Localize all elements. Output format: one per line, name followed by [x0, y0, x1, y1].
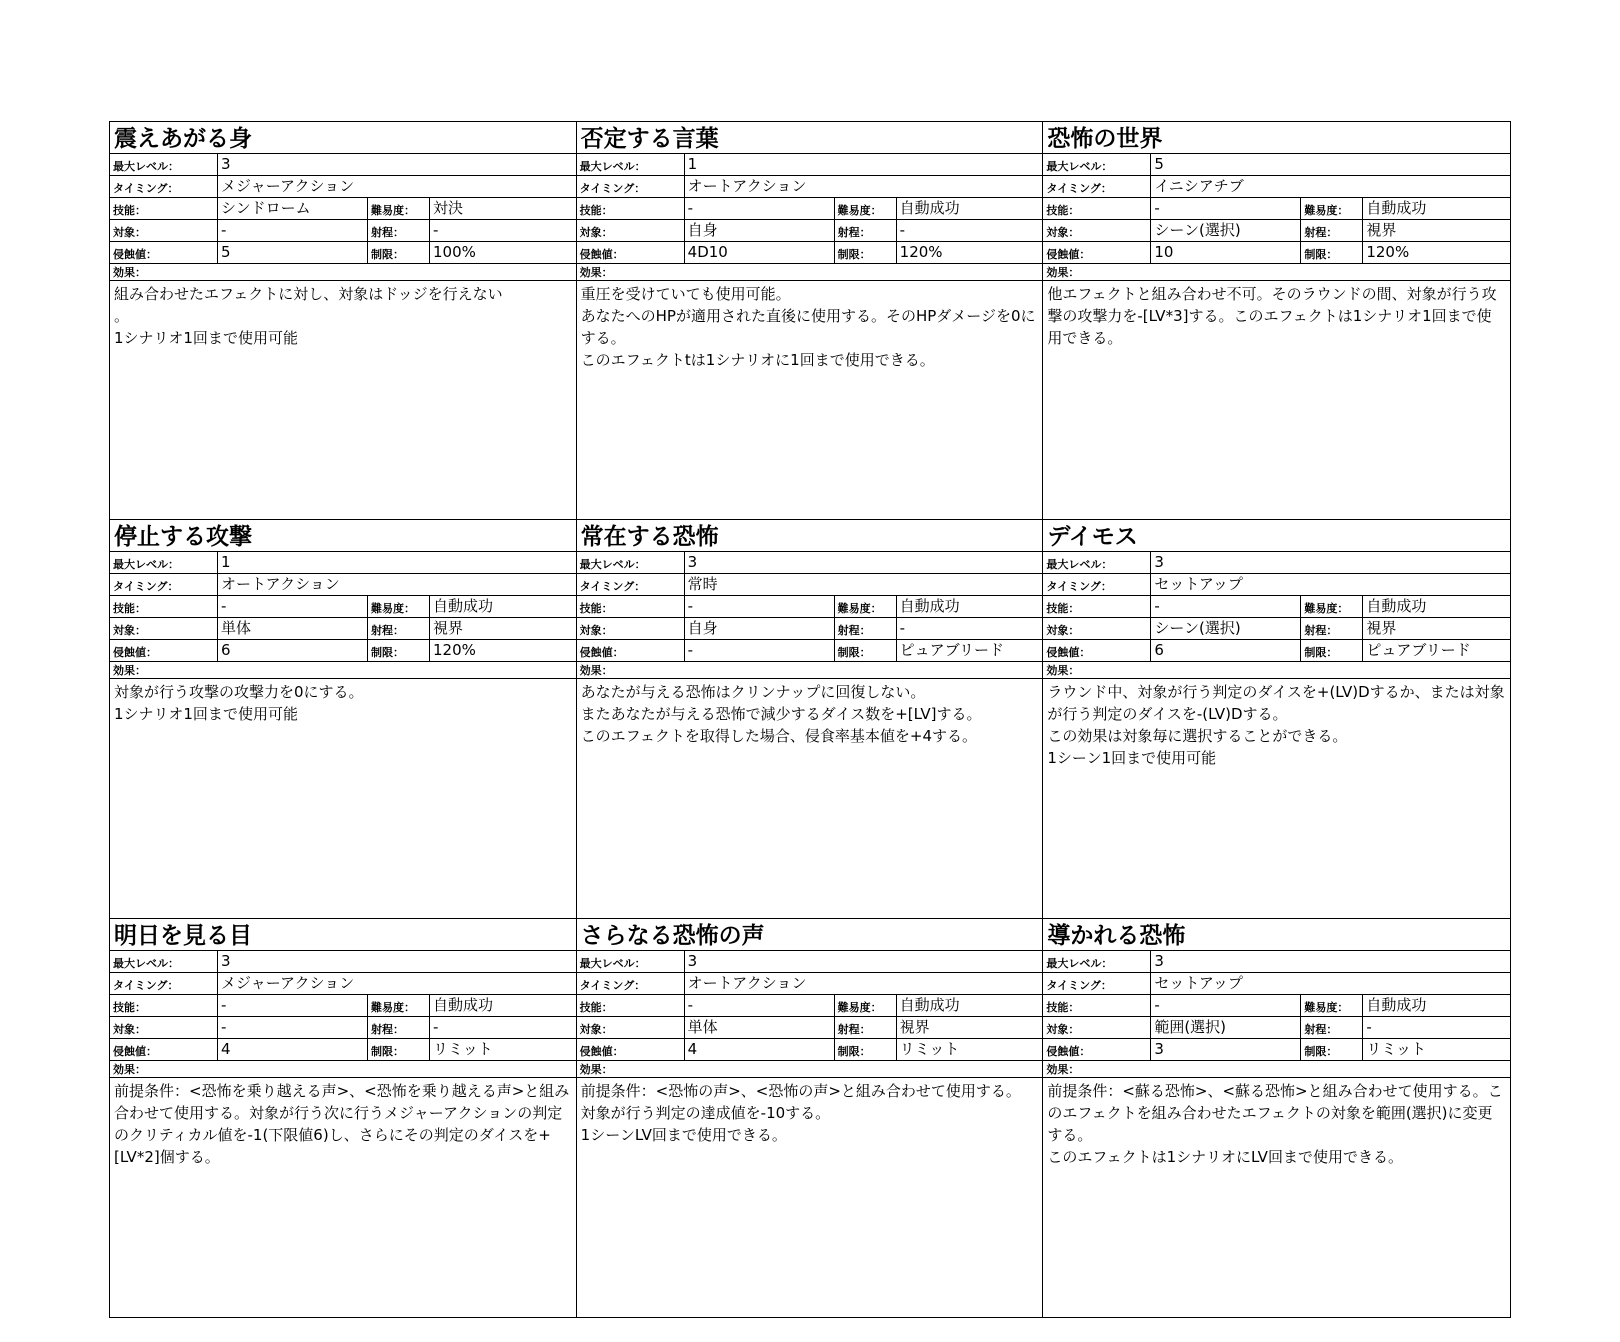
skill-value: -: [217, 995, 367, 1016]
skill-row: [110, 995, 576, 1017]
timing-row: [1043, 973, 1510, 995]
timing-label: タイミング：: [579, 978, 646, 992]
target-value: 単体: [217, 618, 367, 639]
difficulty-value: 自動成功: [1362, 596, 1510, 617]
max-level-label: 最大レベル：: [113, 558, 179, 572]
effect-name: 震えあがる身: [110, 122, 576, 154]
difficulty-label: 難易度：: [834, 198, 896, 219]
difficulty-label: 難易度：: [367, 596, 429, 617]
limit-label: 制限：: [1300, 1039, 1362, 1060]
max-level-label: 最大レベル：: [1046, 956, 1113, 970]
erosion-value: 4D10: [684, 242, 834, 263]
effect-name: 導かれる恐怖: [1043, 919, 1510, 951]
difficulty-label: 難易度：: [834, 596, 896, 617]
range-value: 視界: [1362, 220, 1510, 241]
limit-label: 制限：: [367, 242, 429, 263]
limit-value: ピュアブリード: [896, 640, 1043, 661]
max-level-label: 最大レベル：: [579, 160, 646, 173]
timing-value: セットアップ: [1150, 574, 1510, 595]
difficulty-value: 自動成功: [1362, 995, 1510, 1016]
max-level-value: 3: [1150, 552, 1510, 573]
limit-value: リミット: [429, 1039, 576, 1060]
timing-row: [110, 176, 576, 198]
range-label: 射程：: [367, 1017, 429, 1038]
target-value: シーン(選択): [1150, 618, 1300, 639]
erosion-value: 6: [1150, 640, 1300, 661]
limit-value: 120%: [429, 640, 576, 661]
effect-card: [110, 122, 577, 520]
effect-label: 効果：: [579, 266, 613, 279]
erosion-row: [110, 242, 576, 264]
skill-row: [1043, 995, 1510, 1017]
skill-label: 技能：: [579, 1000, 613, 1014]
range-value: -: [896, 618, 1043, 639]
timing-value: メジャーアクション: [217, 176, 576, 197]
effect-card: [1043, 919, 1510, 1317]
skill-row: [110, 596, 576, 618]
difficulty-label: 難易度：: [1300, 596, 1362, 617]
erosion-label: 侵蝕値：: [579, 1044, 624, 1058]
timing-label: タイミング：: [579, 182, 646, 195]
target-label: 対象：: [113, 624, 146, 638]
range-label: 射程：: [1300, 618, 1362, 639]
effect-name: さらなる恐怖の声: [577, 919, 1043, 951]
target-row: [110, 220, 576, 242]
skill-label: 技能：: [579, 204, 613, 217]
effect-name: 常在する恐怖: [577, 520, 1043, 552]
target-row: [577, 618, 1043, 640]
effect-text: 重圧を受けていても使用可能。 あなたへのHPが適用された直後に使用する。そのHPダメージを0にする。 このエフェクトtは1シナリオに1回まで使用できる。: [580, 285, 1036, 369]
effect-card: [577, 122, 1044, 520]
max-level-value: 3: [217, 154, 576, 175]
range-label: 射程：: [367, 618, 429, 639]
effect-header-row: [110, 662, 576, 679]
effect-label: 効果：: [113, 266, 146, 279]
erosion-label: 侵蝕値：: [579, 646, 624, 660]
effect-name: デイモス: [1043, 520, 1510, 552]
target-row: [110, 1017, 576, 1039]
difficulty-value: 自動成功: [896, 198, 1043, 219]
range-value: -: [896, 220, 1043, 241]
timing-row: [577, 973, 1043, 995]
difficulty-label: 難易度：: [1300, 198, 1362, 219]
target-value: 単体: [684, 1017, 834, 1038]
effect-label: 効果：: [113, 1062, 146, 1076]
range-label: 射程：: [1300, 220, 1362, 241]
max-level-value: 3: [217, 951, 576, 972]
range-label: 射程：: [1300, 1017, 1362, 1038]
target-row: [1043, 1017, 1510, 1039]
difficulty-value: 自動成功: [1362, 198, 1510, 219]
effect-text: 前提条件：<恐怖の声>、<恐怖の声>と組み合わせて使用する。 対象が行う判定の達成値を-10する。 1シーンLV回まで使用できる。: [580, 1081, 1014, 1144]
timing-row: [577, 176, 1043, 198]
limit-label: 制限：: [834, 640, 896, 661]
max-level-row: [577, 951, 1043, 973]
limit-label: 制限：: [1300, 640, 1362, 661]
timing-value: 常時: [684, 574, 1043, 595]
skill-row: [1043, 596, 1510, 618]
erosion-row: [577, 1039, 1043, 1061]
target-value: 自身: [684, 618, 834, 639]
range-value: -: [1362, 1017, 1510, 1038]
effect-text: 前提条件：<恐怖を乗り越える声>、<恐怖を乗り越える声>と組み合わせて使用する。対象が行う次に行うメジャーアクションの判定のクリティカル値を-1(下限値6)し、さらにその判定のダイスを+[LV*2]個する。: [114, 1081, 570, 1166]
erosion-value: 5: [217, 242, 367, 263]
limit-label: 制限：: [1300, 242, 1362, 263]
skill-label: 技能：: [113, 1000, 146, 1014]
max-level-label: 最大レベル：: [113, 956, 179, 970]
limit-value: 100%: [429, 242, 576, 263]
erosion-row: [110, 1039, 576, 1061]
target-value: -: [217, 220, 367, 241]
max-level-row: [110, 552, 576, 574]
range-label: 射程：: [834, 220, 896, 241]
max-level-label: 最大レベル：: [1046, 160, 1113, 173]
timing-value: イニシアチブ: [1150, 176, 1510, 197]
erosion-value: 10: [1150, 242, 1300, 263]
limit-value: リミット: [1362, 1039, 1510, 1060]
erosion-value: -: [684, 640, 834, 661]
erosion-value: 4: [684, 1039, 834, 1060]
timing-row: [577, 574, 1043, 596]
target-label: 対象：: [113, 1022, 146, 1036]
target-label: 対象：: [579, 624, 613, 638]
effect-header-row: [577, 264, 1043, 281]
skill-value: -: [1150, 198, 1300, 219]
limit-label: 制限：: [367, 640, 429, 661]
skill-value: -: [684, 596, 834, 617]
limit-label: 制限：: [834, 1039, 896, 1060]
effect-label: 効果：: [1046, 266, 1080, 279]
difficulty-label: 難易度：: [367, 995, 429, 1016]
effect-card: [1043, 520, 1510, 918]
effect-header-row: [577, 1061, 1043, 1078]
skill-row: [577, 995, 1043, 1017]
difficulty-value: 自動成功: [429, 596, 576, 617]
timing-row: [110, 973, 576, 995]
erosion-row: [1043, 1039, 1510, 1061]
range-label: 射程：: [834, 618, 896, 639]
effect-text: 前提条件：<蘇る恐怖>、<蘇る恐怖>と組み合わせて使用する。このエフェクトを組み合わせたエフェクトの対象を範囲(選択)に変更する。 このエフェクトは1シナリオにLV回まで使用できる。: [1047, 1081, 1503, 1166]
timing-label: タイミング：: [1046, 182, 1112, 195]
effect-card: [1043, 122, 1510, 520]
erosion-row: [110, 640, 576, 662]
skill-value: -: [1150, 596, 1300, 617]
effect-header-row: [1043, 264, 1510, 281]
max-level-label: 最大レベル：: [579, 558, 646, 572]
effect-header-row: [1043, 1061, 1510, 1078]
difficulty-value: 自動成功: [429, 995, 576, 1016]
effect-header-row: [110, 1061, 576, 1078]
difficulty-label: 難易度：: [834, 995, 896, 1016]
target-label: 対象：: [1046, 226, 1080, 239]
effect-label: 効果：: [579, 1062, 613, 1076]
target-value: -: [217, 1017, 367, 1038]
skill-value: -: [684, 995, 834, 1016]
max-level-value: 1: [217, 552, 576, 573]
effect-text: 他エフェクトと組み合わせ不可。そのラウンドの間、対象が行う攻撃の攻撃力を-[LV*3]する。このエフェクトは1シナリオ1回まで使用できる。: [1047, 285, 1497, 347]
erosion-value: 6: [217, 640, 367, 661]
difficulty-value: 対決: [429, 198, 576, 219]
target-row: [577, 1017, 1043, 1039]
timing-value: オートアクション: [684, 973, 1043, 994]
skill-label: 技能：: [113, 204, 146, 217]
effect-text: あなたが与える恐怖はクリンナップに回復しない。 またあなたが与える恐怖で減少するダイス数を+[LV]する。 このエフェクトを取得した場合、侵食率基本値を+4する。: [580, 683, 982, 746]
max-level-row: [1043, 552, 1510, 574]
target-row: [1043, 220, 1510, 242]
skill-label: 技能：: [1046, 602, 1080, 616]
target-value: 範囲(選択): [1150, 1017, 1300, 1038]
timing-label: タイミング：: [113, 580, 179, 594]
effect-header-row: [577, 662, 1043, 679]
erosion-label: 侵蝕値：: [113, 1044, 157, 1058]
erosion-row: [577, 640, 1043, 662]
range-label: 射程：: [367, 220, 429, 241]
timing-label: タイミング：: [1046, 580, 1112, 594]
max-level-row: [1043, 951, 1510, 973]
target-label: 対象：: [579, 1022, 613, 1036]
target-label: 対象：: [579, 226, 613, 239]
timing-value: メジャーアクション: [217, 973, 576, 994]
effect-card: [577, 520, 1044, 918]
effect-name: 停止する攻撃: [110, 520, 576, 552]
limit-label: 制限：: [834, 242, 896, 263]
skill-row: [1043, 198, 1510, 220]
timing-label: タイミング：: [113, 182, 179, 195]
range-value: -: [429, 1017, 576, 1038]
effect-label: 効果：: [1046, 1062, 1080, 1076]
erosion-label: 侵蝕値：: [1046, 646, 1091, 660]
effect-label: 効果：: [1046, 664, 1080, 678]
skill-label: 技能：: [113, 602, 146, 616]
timing-row: [110, 574, 576, 596]
effect-name: 明日を見る目: [110, 919, 576, 951]
erosion-row: [577, 242, 1043, 264]
limit-label: 制限：: [367, 1039, 429, 1060]
timing-label: タイミング：: [1046, 978, 1112, 992]
effect-text: 対象が行う攻撃の攻撃力を0にする。 1シナリオ1回まで使用可能: [114, 683, 364, 724]
range-value: 視界: [429, 618, 576, 639]
limit-value: 120%: [896, 242, 1043, 263]
target-value: シーン(選択): [1150, 220, 1300, 241]
effect-name: 恐怖の世界: [1043, 122, 1510, 154]
effect-header-row: [110, 264, 576, 281]
max-level-row: [577, 154, 1043, 176]
effect-text: 組み合わせたエフェクトに対し、対象はドッジを行えない 。 1シナリオ1回まで使用可能: [114, 285, 503, 347]
timing-row: [1043, 176, 1510, 198]
effect-header-row: [1043, 662, 1510, 679]
timing-value: オートアクション: [217, 574, 576, 595]
target-row: [577, 220, 1043, 242]
erosion-label: 侵蝕値：: [1046, 1044, 1091, 1058]
max-level-value: 3: [684, 552, 1043, 573]
effect-label: 効果：: [113, 664, 146, 678]
skill-value: シンドローム: [217, 198, 367, 219]
effect-sheet: [109, 121, 1511, 1318]
max-level-label: 最大レベル：: [113, 160, 179, 173]
max-level-label: 最大レベル：: [579, 956, 646, 970]
range-value: 視界: [1362, 618, 1510, 639]
max-level-value: 3: [684, 951, 1043, 972]
target-label: 対象：: [113, 226, 146, 239]
range-value: -: [429, 220, 576, 241]
effect-card: [110, 520, 577, 918]
erosion-value: 4: [217, 1039, 367, 1060]
timing-label: タイミング：: [113, 978, 179, 992]
range-label: 射程：: [834, 1017, 896, 1038]
max-level-label: 最大レベル：: [1046, 558, 1113, 572]
skill-label: 技能：: [1046, 1000, 1080, 1014]
erosion-label: 侵蝕値：: [579, 248, 624, 261]
skill-row: [577, 198, 1043, 220]
difficulty-label: 難易度：: [367, 198, 429, 219]
timing-row: [1043, 574, 1510, 596]
skill-value: -: [1150, 995, 1300, 1016]
target-value: 自身: [684, 220, 834, 241]
max-level-row: [110, 154, 576, 176]
timing-value: オートアクション: [684, 176, 1043, 197]
target-label: 対象：: [1046, 1022, 1080, 1036]
effect-label: 効果：: [579, 664, 613, 678]
effect-text: ラウンド中、対象が行う判定のダイスを+(LV)Dするか、または対象が行う判定のダイスを-(LV)Dする。 この効果は対象毎に選択することができる。 1シーン1回まで使用可能: [1047, 683, 1505, 768]
max-level-value: 1: [684, 154, 1043, 175]
effect-name: 否定する言葉: [577, 122, 1043, 154]
skill-value: -: [217, 596, 367, 617]
skill-row: [110, 198, 576, 220]
difficulty-value: 自動成功: [896, 995, 1043, 1016]
skill-value: -: [684, 198, 834, 219]
max-level-value: 5: [1150, 154, 1510, 175]
erosion-label: 侵蝕値：: [1046, 248, 1091, 261]
erosion-label: 侵蝕値：: [113, 248, 157, 261]
erosion-row: [1043, 640, 1510, 662]
target-row: [1043, 618, 1510, 640]
difficulty-label: 難易度：: [1300, 995, 1362, 1016]
target-label: 対象：: [1046, 624, 1080, 638]
limit-value: リミット: [896, 1039, 1043, 1060]
range-value: 視界: [896, 1017, 1043, 1038]
limit-value: ピュアブリード: [1362, 640, 1510, 661]
timing-value: セットアップ: [1150, 973, 1510, 994]
max-level-row: [577, 552, 1043, 574]
erosion-label: 侵蝕値：: [113, 646, 157, 660]
max-level-value: 3: [1150, 951, 1510, 972]
effect-card: [577, 919, 1044, 1317]
skill-row: [577, 596, 1043, 618]
erosion-row: [1043, 242, 1510, 264]
target-row: [110, 618, 576, 640]
effect-card: [110, 919, 577, 1317]
limit-value: 120%: [1362, 242, 1510, 263]
max-level-row: [110, 951, 576, 973]
difficulty-value: 自動成功: [896, 596, 1043, 617]
max-level-row: [1043, 154, 1510, 176]
skill-label: 技能：: [579, 602, 613, 616]
timing-label: タイミング：: [579, 580, 646, 594]
skill-label: 技能：: [1046, 204, 1080, 217]
erosion-value: 3: [1150, 1039, 1300, 1060]
